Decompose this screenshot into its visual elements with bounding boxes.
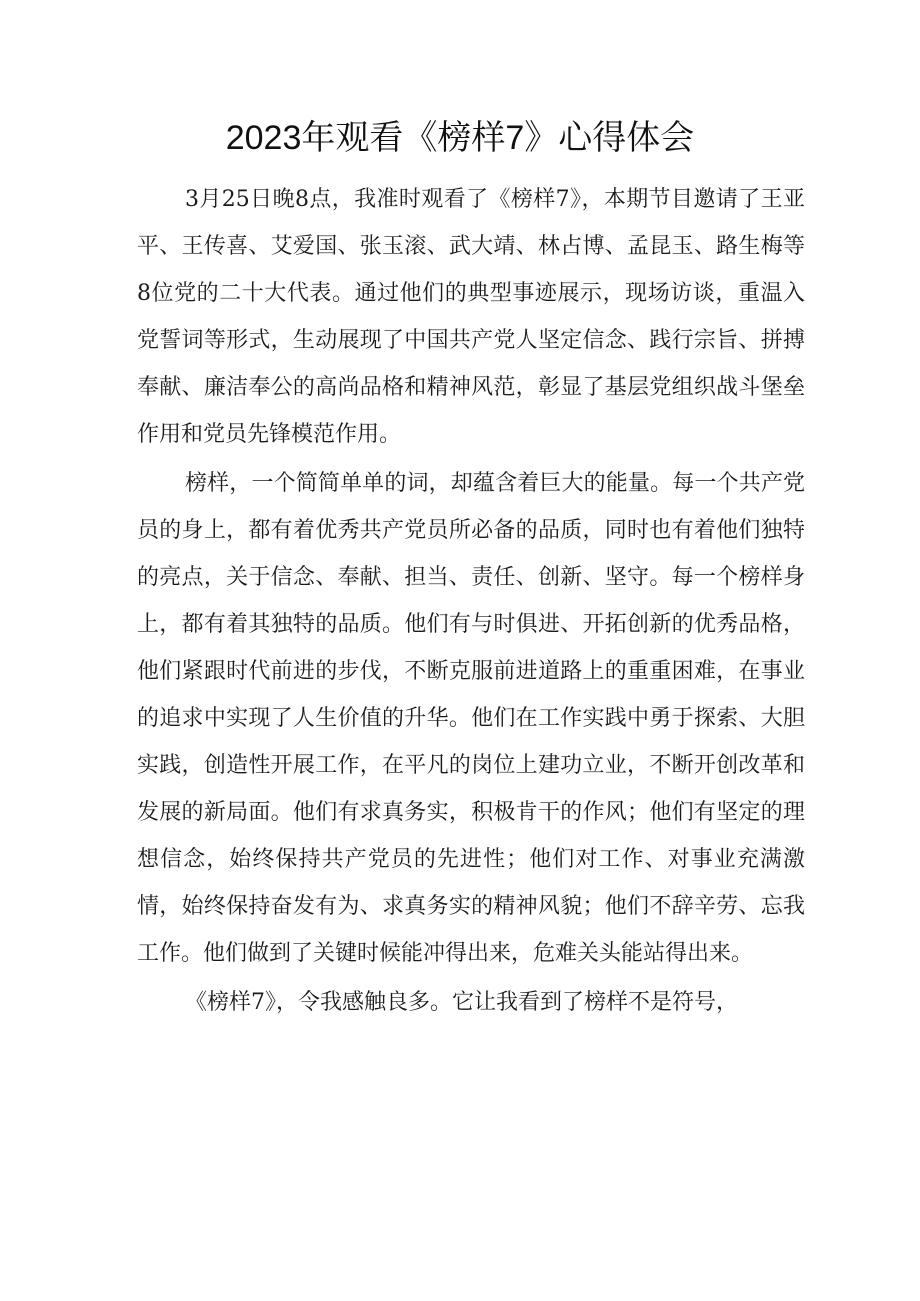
document-title: 2023年观看《榜样7》心得体会 bbox=[225, 119, 695, 157]
paragraph-1: 3月25日晚8点，我准时观看了《榜样7》，本期节目邀请了王亚平、王传喜、艾爱国、张玉滚、武大靖、林占博、孟昆玉、路生梅等8位党的二十大代表。通过他们的典型事迹展示，现场访谈，重温入党誓词等形式，生动展现了中国共产党人坚定信念、践行宗旨、拼搏奉献、廉洁奉公的高尚品格和精神风范，彰显了基层党组织战斗堡垒作用和党员先锋模范作用。 bbox=[137, 187, 805, 447]
paragraph-3: 《榜样7》，令我感触良多。它让我看到了榜样不是符号， bbox=[185, 990, 738, 1015]
document-body bbox=[137, 176, 805, 1028]
paragraph-2: 榜样，一个简简单单的词，却蕴含着巨大的能量。每一个共产党员的身上，都有着优秀共产党员所必备的品质，同时也有着他们独特的亮点，关于信念、奉献、担当、责任、创新、坚守。每一个榜样身上，都有着其独特的品质。他们有与时俱进、开拓创新的优秀品格，他们紧跟时代前进的步伐，不断克服前进道路上的重重困难，在事业的追求中实现了人生价值的升华。他们在工作实践中勇于探索、大胆实践，创造性开展工作，在平凡的岗位上建功立业，不断开创改革和发展的新局面。他们有求真务实，积极肯干的作风；他们有坚定的理想信念，始终保持共产党员的先进性；他们对工作、对事业充满激情，始终保持奋发有为、求真务实的精神风貌；他们不辞辛劳、忘我工作。他们做到了关键时候能冲得出来，危难关头能站得出来。 bbox=[137, 471, 805, 966]
